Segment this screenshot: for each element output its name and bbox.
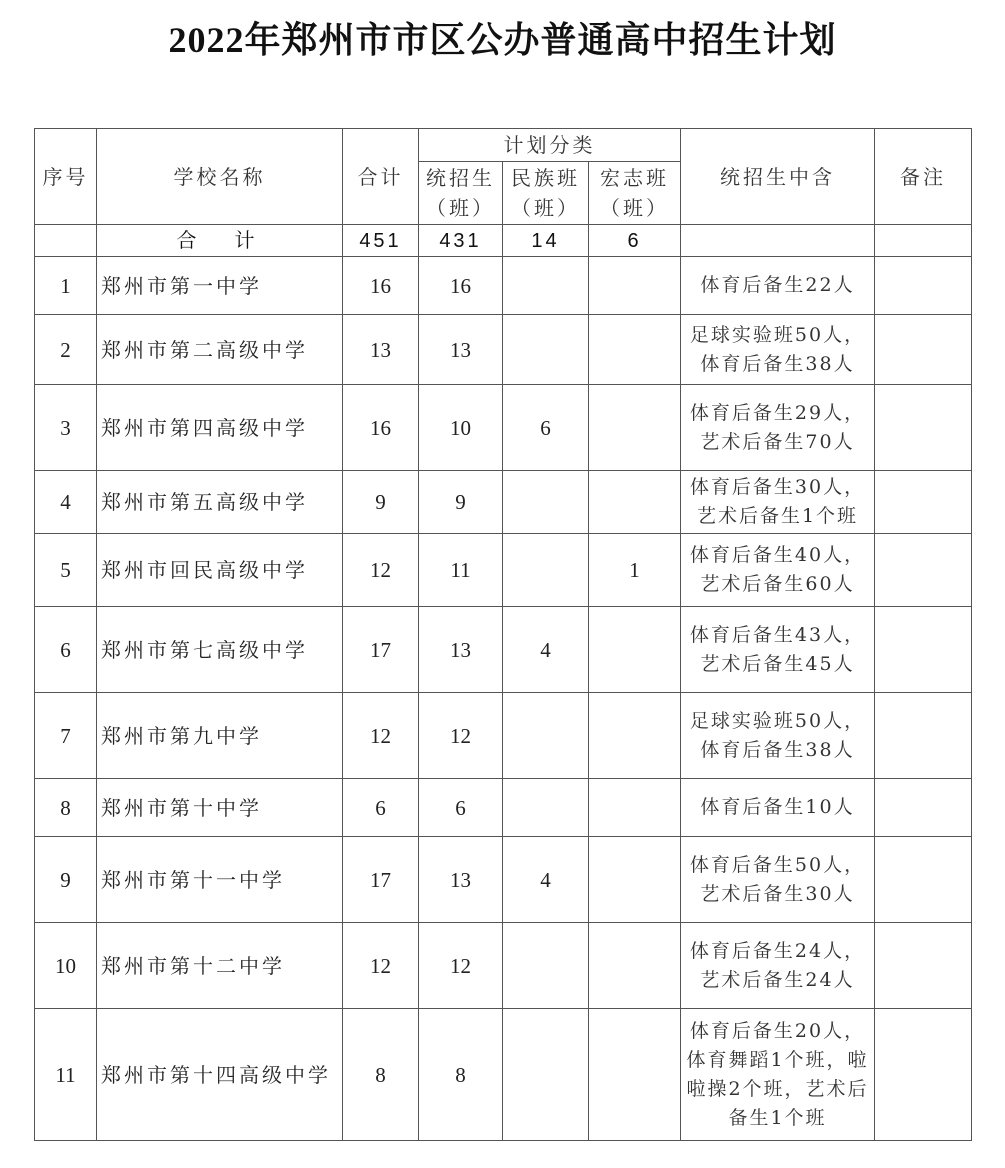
cell-seq: 4 — [35, 471, 97, 534]
cell-seq: 3 — [35, 385, 97, 471]
cell-ethnic — [503, 257, 589, 315]
cell-unified: 16 — [419, 257, 503, 315]
cell-ethnic — [503, 315, 589, 385]
header-unified-label: 统招生 — [426, 166, 495, 190]
header-ethnic-unit: （班） — [511, 196, 580, 220]
cell-includes: 体育后备生10人 — [681, 779, 875, 837]
cell-unified: 13 — [419, 837, 503, 923]
cell-school: 郑州市第九中学 — [97, 693, 343, 779]
cell-hongzhi — [589, 1009, 681, 1141]
cell-school: 郑州市第一中学 — [97, 257, 343, 315]
header-seq: 序号 — [35, 129, 97, 225]
table-row — [35, 779, 972, 837]
header-hongzhi-unit: （班） — [600, 196, 669, 220]
header-plan-category: 计划分类 — [419, 129, 681, 162]
cell-ethnic: 4 — [503, 837, 589, 923]
cell-seq: 6 — [35, 607, 97, 693]
cell-total: 9 — [343, 471, 419, 534]
cell-total: 17 — [343, 607, 419, 693]
cell-total: 6 — [343, 779, 419, 837]
totals-label: 合计 — [97, 225, 343, 257]
cell-includes: 体育后备生24人，艺术后备生24人 — [681, 923, 875, 1009]
cell-seq: 7 — [35, 693, 97, 779]
header-hongzhi — [589, 162, 681, 225]
cell-remark — [875, 923, 972, 1009]
cell-seq: 2 — [35, 315, 97, 385]
cell-school: 郑州市第十中学 — [97, 779, 343, 837]
cell-school: 郑州市第七高级中学 — [97, 607, 343, 693]
cell-total: 16 — [343, 257, 419, 315]
cell-ethnic — [503, 779, 589, 837]
page-title: 2022年郑州市市区公办普通高中招生计划 — [168, 20, 837, 60]
cell-unified: 6 — [419, 779, 503, 837]
cell-unified: 8 — [419, 1009, 503, 1141]
cell-remark — [875, 257, 972, 315]
cell-hongzhi — [589, 779, 681, 837]
header-ethnic-label: 民族班 — [511, 166, 580, 190]
table-row — [35, 534, 972, 607]
cell-school: 郑州市第十四高级中学 — [97, 1009, 343, 1141]
totals-remark — [875, 225, 972, 257]
cell-ethnic — [503, 693, 589, 779]
cell-hongzhi — [589, 693, 681, 779]
cell-ethnic — [503, 923, 589, 1009]
cell-remark — [875, 837, 972, 923]
header-row-1 — [35, 129, 972, 162]
cell-school: 郑州市第二高级中学 — [97, 315, 343, 385]
table-row — [35, 257, 972, 315]
table-row — [35, 693, 972, 779]
cell-ethnic: 6 — [503, 385, 589, 471]
enrollment-plan-table — [34, 128, 972, 1141]
cell-hongzhi — [589, 923, 681, 1009]
cell-includes: 体育后备生20人，体育舞蹈1个班，啦啦操2个班，艺术后备生1个班 — [681, 1009, 875, 1141]
table-row — [35, 385, 972, 471]
cell-seq: 9 — [35, 837, 97, 923]
cell-seq: 10 — [35, 923, 97, 1009]
table-row — [35, 315, 972, 385]
cell-remark — [875, 779, 972, 837]
totals-hongzhi: 6 — [589, 225, 681, 257]
cell-total: 13 — [343, 315, 419, 385]
cell-seq: 1 — [35, 257, 97, 315]
cell-total: 12 — [343, 534, 419, 607]
cell-remark — [875, 385, 972, 471]
cell-remark — [875, 534, 972, 607]
table-row — [35, 471, 972, 534]
totals-total: 451 — [343, 225, 419, 257]
cell-hongzhi — [589, 315, 681, 385]
cell-unified: 13 — [419, 315, 503, 385]
cell-remark — [875, 315, 972, 385]
cell-includes: 体育后备生43人，艺术后备生45人 — [681, 607, 875, 693]
cell-unified: 12 — [419, 923, 503, 1009]
cell-school: 郑州市第五高级中学 — [97, 471, 343, 534]
cell-unified: 10 — [419, 385, 503, 471]
cell-ethnic — [503, 534, 589, 607]
cell-includes: 体育后备生22人 — [681, 257, 875, 315]
cell-remark — [875, 1009, 972, 1141]
table-row — [35, 923, 972, 1009]
header-remark: 备注 — [875, 129, 972, 225]
cell-hongzhi — [589, 471, 681, 534]
cell-unified: 11 — [419, 534, 503, 607]
cell-ethnic — [503, 471, 589, 534]
cell-seq: 8 — [35, 779, 97, 837]
cell-hongzhi — [589, 607, 681, 693]
cell-remark — [875, 471, 972, 534]
cell-ethnic — [503, 1009, 589, 1141]
cell-includes: 体育后备生50人，艺术后备生30人 — [681, 837, 875, 923]
table-row — [35, 1009, 972, 1141]
totals-ethnic: 14 — [503, 225, 589, 257]
cell-includes: 体育后备生29人，艺术后备生70人 — [681, 385, 875, 471]
cell-seq: 5 — [35, 534, 97, 607]
cell-remark — [875, 607, 972, 693]
cell-hongzhi — [589, 837, 681, 923]
header-unified-unit: （班） — [426, 196, 495, 220]
cell-total: 12 — [343, 693, 419, 779]
cell-unified: 12 — [419, 693, 503, 779]
cell-remark — [875, 693, 972, 779]
cell-unified: 9 — [419, 471, 503, 534]
cell-hongzhi — [589, 385, 681, 471]
cell-includes: 足球实验班50人，体育后备生38人 — [681, 693, 875, 779]
totals-unified: 431 — [419, 225, 503, 257]
header-ethnic — [503, 162, 589, 225]
cell-total: 8 — [343, 1009, 419, 1141]
cell-school: 郑州市回民高级中学 — [97, 534, 343, 607]
header-hongzhi-label: 宏志班 — [600, 166, 669, 190]
cell-total: 16 — [343, 385, 419, 471]
cell-hongzhi: 1 — [589, 534, 681, 607]
cell-school: 郑州市第十二中学 — [97, 923, 343, 1009]
table-row — [35, 837, 972, 923]
cell-school: 郑州市第十一中学 — [97, 837, 343, 923]
cell-seq: 11 — [35, 1009, 97, 1141]
cell-includes: 体育后备生30人，艺术后备生1个班 — [681, 471, 875, 534]
cell-total: 17 — [343, 837, 419, 923]
header-unified — [419, 162, 503, 225]
cell-hongzhi — [589, 257, 681, 315]
cell-includes: 足球实验班50人，体育后备生38人 — [681, 315, 875, 385]
header-school: 学校名称 — [97, 129, 343, 225]
cell-school: 郑州市第四高级中学 — [97, 385, 343, 471]
header-includes: 统招生中含 — [681, 129, 875, 225]
cell-includes: 体育后备生40人，艺术后备生60人 — [681, 534, 875, 607]
table-row — [35, 607, 972, 693]
totals-row — [35, 225, 972, 257]
totals-includes — [681, 225, 875, 257]
cell-unified: 13 — [419, 607, 503, 693]
cell-ethnic: 4 — [503, 607, 589, 693]
header-total: 合计 — [343, 129, 419, 225]
cell-total: 12 — [343, 923, 419, 1009]
totals-seq — [35, 225, 97, 257]
